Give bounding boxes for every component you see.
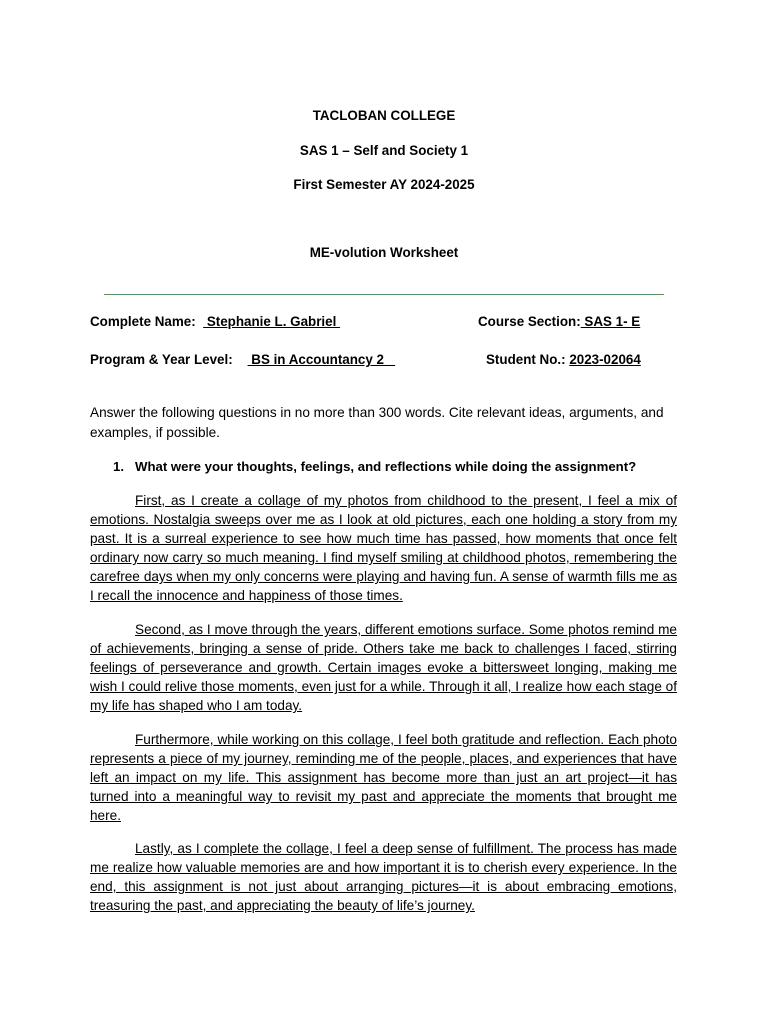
complete-name-value: Stephanie L. Gabriel bbox=[203, 314, 341, 329]
program-year-value: BS in Accountancy 2 bbox=[247, 352, 396, 367]
question-text: What were your thoughts, feelings, and reflections while doing the assignment? bbox=[135, 459, 637, 474]
course-heading: SAS 1 – Self and Society 1 bbox=[299, 143, 469, 158]
student-no-label: Student No.: bbox=[486, 352, 570, 367]
complete-name-field bbox=[90, 313, 340, 331]
question-number: 1. bbox=[113, 459, 124, 474]
institution-heading: TACLOBAN COLLEGE bbox=[312, 108, 456, 123]
header-divider bbox=[104, 294, 664, 295]
worksheet-title: ME-volution Worksheet bbox=[309, 245, 459, 260]
course-section-value: SAS 1- E bbox=[580, 314, 641, 329]
question-1 bbox=[113, 458, 683, 476]
student-no-value: 2023-02064 bbox=[569, 352, 641, 367]
answer-paragraph-1: First, as I create a collage of my photos from childhood to the present, I feel a mix of emotions. Nostalgia sweeps over me as I look at old pictures, each one holding a story from my past. It is a surreal experience to see how much time has passed, how moments that once felt ordinary now carry so much meaning. I find myself smiling at childhood photos, remembering the carefree days when my only concerns were playing and having fun. A sense of warmth fills me as I recall the innocence and happiness of those times. bbox=[90, 493, 677, 603]
program-year-label: Program & Year Level: bbox=[90, 352, 233, 367]
student-no-field bbox=[486, 351, 641, 369]
course-section-field bbox=[478, 313, 640, 331]
program-year-field bbox=[90, 351, 395, 369]
answer-paragraph-4: Lastly, as I complete the collage, I feel a deep sense of fulfillment. The process has made me realize how valuable memories are and how important it is to cherish every experience. In the end, this assignment is not just about arranging pictures—it is about embracing emotions, treasuring the past, and appreciating the beauty of life’s journey. bbox=[90, 841, 677, 913]
course-section-label: Course Section: bbox=[478, 314, 581, 329]
answer-paragraph-2: Second, as I move through the years, different emotions surface. Some photos remind me of achievements, bringing a sense of pride. Others take me back to challenges I faced, stirring feelings of perseverance and growth. Certain images evoke a bittersweet longing, making me wish I could relive those moments, even just for a while. Through it all, I realize how each stage of my life has shaped who I am today. bbox=[90, 622, 677, 713]
semester-heading: First Semester AY 2024-2025 bbox=[293, 177, 475, 192]
answer-paragraph-3: Furthermore, while working on this collage, I feel both gratitude and reflection. Each photo represents a piece of my journey, reminding me of the people, places, and experiences that have left an impact on my life. This assignment has become more than just an art project—it has turned into a meaningful way to revisit my past and appreciate the moments that brought me here. bbox=[90, 732, 677, 823]
complete-name-label: Complete Name: bbox=[90, 314, 196, 329]
instructions-text: Answer the following questions in no more than 300 words. Cite relevant ideas, arguments, and examples, if possible. bbox=[90, 405, 664, 440]
